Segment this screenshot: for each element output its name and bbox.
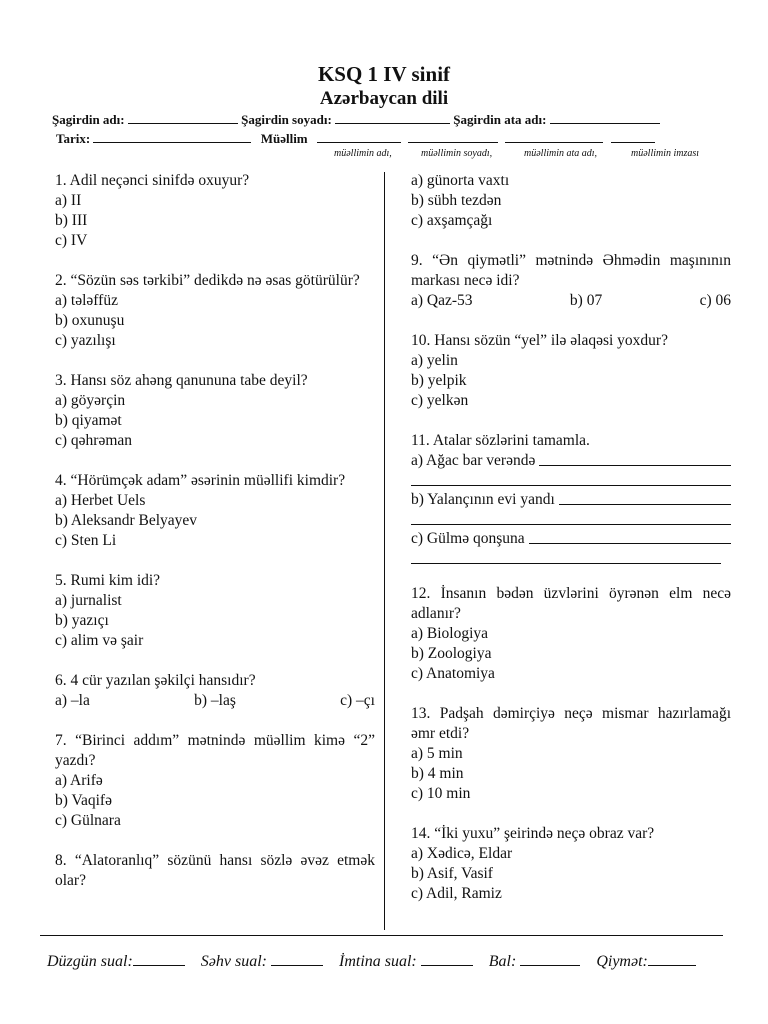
teacher-signature-field[interactable]	[611, 131, 655, 143]
option-c[interactable]: c) 06	[699, 292, 731, 309]
question-text: 4. “Hörümçək adam” əsərinin müəllifi kimdir?	[55, 472, 346, 489]
abstain-field[interactable]	[421, 951, 473, 966]
option-b[interactable]: b) yelpik	[411, 372, 467, 389]
option-b[interactable]: b) Asif, Vasif	[411, 865, 493, 882]
proverb-c	[411, 529, 731, 549]
option-c[interactable]: c) Gülnara	[55, 812, 121, 829]
score-footer	[47, 951, 696, 971]
question-text: 9. “Ən qiymətli” mətnində Əhmədin maşınının markası necə idi?	[411, 252, 731, 289]
score-field[interactable]	[520, 951, 580, 966]
footer-divider	[40, 935, 723, 936]
teacher-surname-field[interactable]	[408, 131, 498, 143]
question-6	[55, 671, 375, 711]
option-a[interactable]: a) II	[55, 192, 82, 209]
wrong-label: Səhv sual:	[200, 953, 267, 970]
options-row	[55, 691, 375, 711]
question-2	[55, 271, 375, 351]
test-title: KSQ 1 IV sinif	[317, 62, 451, 86]
question-10	[411, 331, 731, 411]
student-name-label: Şagirdin adı:	[52, 112, 125, 127]
question-text: 5. Rumi kim idi?	[55, 572, 161, 589]
question-3	[55, 371, 375, 451]
wrong-field[interactable]	[271, 951, 323, 966]
option-b[interactable]: b) –laş	[194, 692, 236, 709]
right-column	[411, 171, 731, 924]
answer-line[interactable]	[411, 549, 721, 564]
option-b[interactable]: b) oxunuşu	[55, 312, 125, 329]
correct-field[interactable]	[133, 951, 185, 966]
options-row	[411, 291, 731, 311]
option-a[interactable]: a) Biologiya	[411, 625, 489, 642]
option-b[interactable]: b) qiyamət	[55, 412, 122, 429]
proverb-a	[411, 451, 731, 471]
grade-label: Qiymət:	[596, 953, 648, 970]
option-a[interactable]: a) Qaz-53	[411, 292, 473, 309]
grade-field[interactable]	[648, 951, 696, 966]
score-label: Bal:	[488, 953, 517, 970]
option-c[interactable]: c) Adil, Ramiz	[411, 885, 502, 902]
proverb-start: c) Gülmə qonşuna	[411, 530, 525, 547]
option-a[interactable]: a) göyərçin	[55, 392, 126, 409]
question-13	[411, 704, 731, 804]
option-b[interactable]: b) III	[55, 212, 88, 229]
option-a[interactable]: a) Herbet Uels	[55, 492, 146, 509]
date-label: Tarix:	[56, 131, 91, 146]
abstain-label: İmtina sual:	[338, 953, 417, 970]
date-field[interactable]	[93, 131, 251, 143]
question-text: 11. Atalar sözlərini tamamla.	[411, 432, 590, 449]
student-surname-field[interactable]	[335, 112, 450, 124]
option-b[interactable]: b) Vaqifə	[55, 792, 112, 809]
correct-label: Düzgün sual:	[47, 953, 133, 970]
left-column	[55, 171, 375, 911]
option-b[interactable]: b) Aleksandr Belyayev	[55, 512, 198, 529]
question-11	[411, 431, 731, 564]
option-a[interactable]: a) jurnalist	[55, 592, 122, 609]
answer-line[interactable]	[559, 490, 731, 505]
student-surname-label: Şagirdin soyadı:	[241, 112, 332, 127]
question-8-options	[411, 171, 731, 231]
option-a[interactable]: a) –la	[55, 692, 90, 709]
question-text: 2. “Sözün səs tərkibi” dedikdə nə əsas götürülür?	[55, 272, 360, 289]
question-text: 14. “İki yuxu” şeirində neçə obraz var?	[411, 825, 655, 842]
option-c[interactable]: c) axşamçağı	[411, 212, 493, 229]
option-c[interactable]: c) 10 min	[411, 785, 471, 802]
student-father-label: Şagirdin ata adı:	[453, 112, 547, 127]
option-a[interactable]: a) yelin	[411, 352, 458, 369]
answer-line[interactable]	[529, 529, 731, 544]
teacher-father-field[interactable]	[505, 131, 603, 143]
question-text: 1. Adil neçənci sinifdə oxuyur?	[55, 172, 250, 189]
subject-title: Azərbaycan dili	[319, 88, 449, 109]
option-b[interactable]: b) 07	[569, 292, 603, 309]
teacher-name-caption: müəllimin adı,	[334, 148, 392, 159]
teacher-father-caption: müəllimin ata adı,	[524, 148, 598, 159]
proverb-start: a) Ağac bar verəndə	[411, 452, 536, 469]
option-c[interactable]: c) Sten Li	[55, 532, 117, 549]
option-c[interactable]: c) IV	[55, 232, 88, 249]
option-b[interactable]: b) Zoologiya	[411, 645, 492, 662]
option-b[interactable]: b) sübh tezdən	[411, 192, 502, 209]
question-text: 7. “Birinci addım” mətnində müəllim kimə “2” yazdı?	[55, 732, 375, 769]
question-5	[55, 571, 375, 651]
proverb-start: b) Yalançının evi yandı	[411, 491, 555, 508]
question-1	[55, 171, 375, 251]
option-c[interactable]: c) yazılışı	[55, 332, 116, 349]
option-a[interactable]: a) günorta vaxtı	[411, 172, 510, 189]
student-name-field[interactable]	[128, 112, 238, 124]
option-c[interactable]: c) qəhrəman	[55, 432, 133, 449]
date-teacher-row	[56, 131, 655, 147]
question-text: 12. İnsanın bədən üzvlərini öyrənən elm necə adlanır?	[411, 585, 731, 622]
student-father-field[interactable]	[550, 112, 660, 124]
column-divider	[384, 172, 385, 930]
option-b[interactable]: b) 4 min	[411, 765, 464, 782]
teacher-label: Müəllim	[260, 131, 308, 146]
question-text: 8. “Alatoranlıq” sözünü hansı sözlə əvəz etmək olar?	[55, 852, 375, 889]
option-b[interactable]: b) yazıçı	[55, 612, 109, 629]
teacher-surname-caption: müəllimin soyadı,	[421, 148, 493, 159]
option-c[interactable]: c) Anatomiya	[411, 665, 495, 682]
proverb-b	[411, 490, 731, 510]
option-c[interactable]: c) –çı	[340, 692, 375, 709]
question-14	[411, 824, 731, 904]
question-8	[55, 851, 375, 891]
question-7	[55, 731, 375, 831]
option-a[interactable]: a) Arifə	[55, 772, 103, 789]
teacher-name-field[interactable]	[317, 131, 401, 143]
question-12	[411, 584, 731, 684]
answer-line[interactable]	[411, 471, 731, 486]
question-text: 13. Padşah dəmirçiyə neçə mismar hazırlamağı əmr etdi?	[411, 705, 731, 742]
option-c[interactable]: c) alim və şair	[55, 632, 144, 649]
option-a[interactable]: a) Xədicə, Eldar	[411, 845, 513, 862]
option-a[interactable]: a) tələffüz	[55, 292, 118, 309]
student-info-row	[52, 112, 660, 128]
question-text: 10. Hansı sözün “yel” ilə əlaqəsi yoxdur?	[411, 332, 668, 349]
answer-line[interactable]	[411, 510, 731, 525]
question-text: 6. 4 cür yazılan şəkilçi hansıdır?	[55, 672, 256, 689]
teacher-signature-caption: müəllimin imzası	[631, 148, 700, 159]
question-4	[55, 471, 375, 551]
question-text: 3. Hansı söz ahəng qanununa tabe deyil?	[55, 372, 308, 389]
option-a[interactable]: a) 5 min	[411, 745, 463, 762]
question-9	[411, 251, 731, 311]
answer-line[interactable]	[539, 451, 731, 466]
option-c[interactable]: c) yelkən	[411, 392, 469, 409]
